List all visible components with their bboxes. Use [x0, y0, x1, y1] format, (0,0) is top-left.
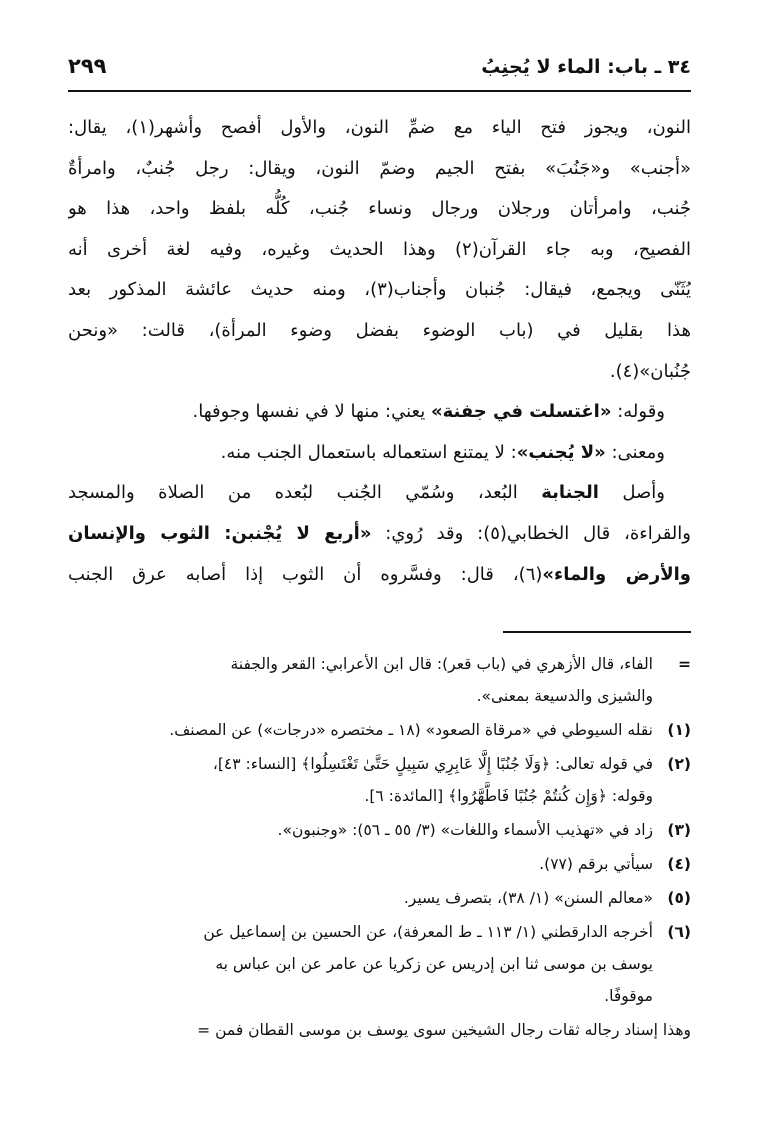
- footnote-number: (٢): [667, 755, 691, 773]
- text-line: هذا بقليل في (باب الوضوء بفضل وضوء المرأة)، قالت: «ونحن: [68, 319, 691, 341]
- text-segment: والقراءة، قال الخطابي(٥): وقد رُوي:: [371, 522, 691, 544]
- footnote-continued: [68, 648, 691, 712]
- footnote-line: أخرجه الدارقطني (١/ ١١٣ ـ ط المعرفة)، عن الحسين بن إسماعيل عن: [203, 923, 653, 941]
- footnote-separator: [503, 631, 691, 633]
- text-line: الفصيح، وبه جاء القرآن(٢) وهذا الحديث وغيره، وفيه لغة أخرى أنه: [68, 238, 691, 260]
- footnote-line: زاد في «تهذيب الأسماء واللغات» (٣/ ٥٥ ـ ٥٦): «وجنبون».: [277, 821, 653, 839]
- footnote: [68, 882, 691, 914]
- footnote-tail: [68, 1014, 691, 1046]
- hadith-quote: «أربع لا يُجْنبن: الثوب والإنسان: [68, 522, 372, 544]
- hadith-quote: والأرض والماء»: [542, 563, 691, 585]
- text-segment: : لا يمتنع استعماله باستعمال الجنب منه.: [220, 441, 517, 463]
- footnote-line: نقله السيوطي في «مرقاة الصعود» (١٨ ـ مختصره «درجات») عن المصنف.: [169, 721, 653, 739]
- text-segment: (٦)، قال: وفسَّروه أن الثوب إذا أصابه عرق الجنب: [68, 563, 543, 585]
- text-line: [68, 473, 691, 514]
- page-number: ٢٩٩: [68, 54, 107, 78]
- keyword: الجنابة: [541, 482, 599, 504]
- text-segment: وأصل: [598, 482, 665, 504]
- footnote-line: والشيزى والدسيعة بمعنى».: [476, 687, 653, 705]
- text-line: [68, 433, 691, 474]
- footnote-line: سيأتي برقم (٧٧).: [539, 855, 653, 873]
- footnote-number: (٥): [667, 889, 691, 907]
- hadith-quote: «لا يُجنب»: [516, 441, 606, 463]
- footnote: [68, 714, 691, 746]
- footnote-line: «معالم السنن» (١/ ٣٨)، بتصرف يسير.: [403, 889, 653, 907]
- text-segment: يعني: منها لا في نفسها وجوفها.: [192, 401, 431, 423]
- footnote-line: وقوله: ﴿وَإِن كُنتُمْ جُنُبًا فَاطَّهَّرُوا﴾ [المائدة: ٦].: [364, 787, 653, 805]
- continuation-marker: =: [678, 655, 691, 673]
- text-line: النون، ويجوز فتح الياء مع ضمِّ النون، والأول أفصح وأشهر(١)، يقال:: [68, 117, 691, 138]
- text-line: جُنُبان»(٤).: [609, 360, 691, 382]
- page-header: [68, 50, 691, 92]
- footnotes: [68, 648, 691, 1048]
- footnote-line: يوسف بن موسى ثنا ابن إدريس عن زكريا عن عامر عن ابن عباس به: [215, 955, 653, 973]
- text-line: جُنب، وامرأتان ورجلان ورجال ونساء جُنب، كُلُّه بلفظ واحد، هذا هو: [68, 198, 691, 220]
- footnote-line: الفاء، قال الأزهري في (باب قعر): قال ابن الأعرابي: القعر والجفنة: [230, 655, 653, 673]
- footnote-line: في قوله تعالى: ﴿وَلَا جُنُبًا إِلَّا عَابِرِي سَبِيلٍ حَتَّىٰ تَغْتَسِلُوا﴾ [النساء: ٤٣]،: [212, 755, 653, 773]
- footnote: [68, 916, 691, 1012]
- text-line: «أجنب» و«جَنُبَ» بفتح الجيم وضمّ النون، ويقال: رجل جُنبٌ، وامرأةٌ: [68, 157, 691, 179]
- text-line: [68, 555, 691, 596]
- footnote-number: (٣): [667, 821, 691, 839]
- text-line: [68, 514, 691, 555]
- footnote-number: (٤): [667, 855, 691, 873]
- footnote-line: وهذا إسناد رجاله ثقات رجال الشيخين سوى يوسف بن موسى القطان فمن =: [197, 1021, 691, 1039]
- main-text: [68, 108, 691, 595]
- hadith-quote: «اغتسلت في جفنة»: [430, 401, 612, 423]
- footnote: [68, 748, 691, 812]
- footnote: [68, 848, 691, 880]
- footnote: [68, 814, 691, 846]
- footnote-line: موقوفًا.: [604, 987, 653, 1005]
- footnote-number: (٦): [667, 923, 691, 941]
- footnote-number: (١): [667, 721, 691, 739]
- text-segment: وقوله:: [611, 401, 665, 423]
- text-segment: ومعنى:: [605, 441, 665, 463]
- text-line: يُثَنّى ويجمع، فيقال: جُنبان وأجناب(٣)، ومنه حديث عائشة المذكور بعد: [68, 279, 691, 301]
- text-segment: البُعد، وسُمّي الجُنب لبُعده من الصلاة والمسجد: [68, 482, 542, 504]
- chapter-title: ٣٤ ـ باب: الماء لا يُجنِبُ: [481, 56, 691, 78]
- text-line: [68, 392, 691, 433]
